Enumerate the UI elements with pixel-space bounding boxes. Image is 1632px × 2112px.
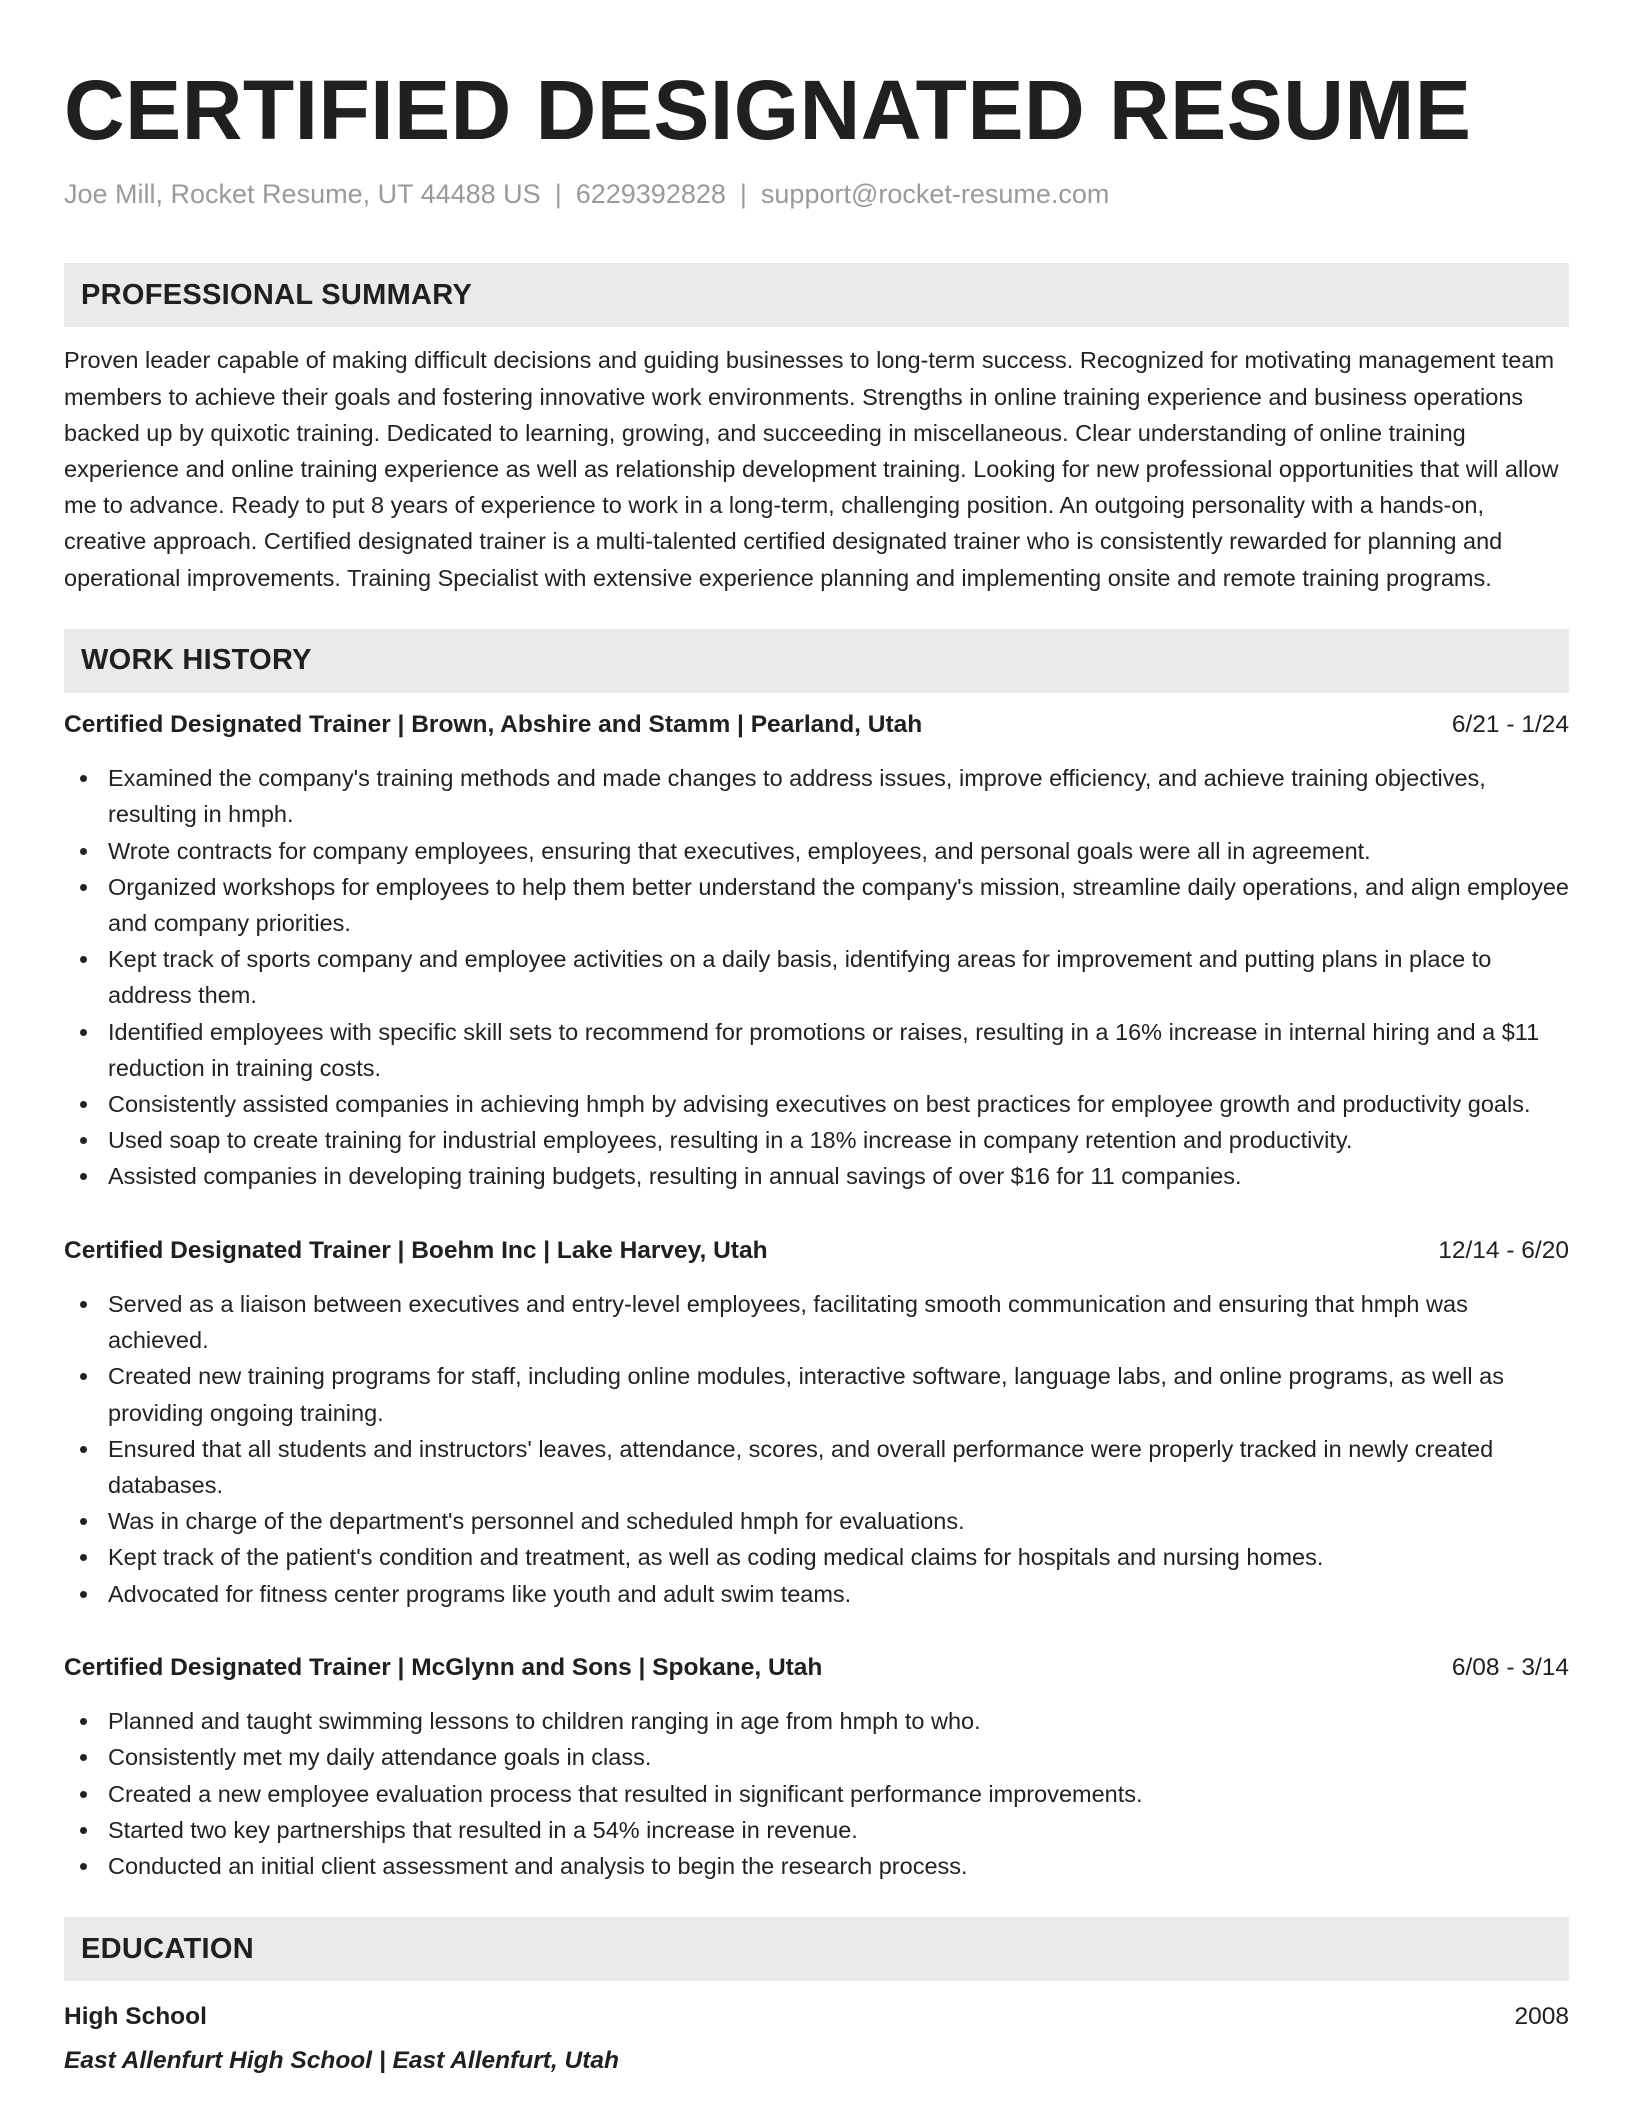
job-bullet (64, 1358, 1569, 1430)
job-entry (64, 1236, 1569, 1612)
job-bullets (64, 1703, 1569, 1884)
bullet-icon (80, 1754, 87, 1761)
page-title: CERTIFIED DESIGNATED RESUME (64, 63, 1472, 157)
job-bullet (64, 869, 1569, 941)
bullet-text: Assisted companies in developing training budgets, resulting in annual savings of over $16 for 11 companies. (108, 1163, 1242, 1190)
bullet-text: Used soap to create training for industrial employees, resulting in a 18% increase in company retention and productivity. (108, 1127, 1353, 1154)
work-history-section-header: WORK HISTORY (64, 629, 1569, 693)
bullet-text: Examined the company's training methods and made changes to address issues, improve efficiency, and achieve training objectives, resulting in hmph. (108, 765, 1486, 828)
bullet-icon (80, 1591, 87, 1598)
education-school: East Allenfurt High School | East Allenfurt, Utah (64, 2046, 619, 2074)
bullet-text: Kept track of sports company and employee activities on a daily basis, identifying areas for improvement and putting plans in place to address them. (108, 946, 1492, 1009)
job-header (64, 710, 1569, 739)
bullet-text: Served as a liaison between executives and entry-level employees, facilitating smooth communication and ensuring that hmph was achieved. (108, 1291, 1468, 1354)
job-bullet (64, 1539, 1569, 1575)
contact-separator: | (739, 179, 747, 209)
bullet-text: Consistently met my daily attendance goals in class. (108, 1744, 652, 1771)
bullet-icon (80, 1101, 87, 1108)
job-title: Certified Designated Trainer | Boehm Inc | Lake Harvey, Utah (64, 1236, 768, 1264)
bullet-text: Conducted an initial client assessment and analysis to begin the research process. (108, 1853, 968, 1880)
summary-text: Proven leader capable of making difficult decisions and guiding businesses to long-term success. Recognized for motivating management team members to achieve their goals and fostering innovative work environments. Strengths in online training experience and business operations backed up by quixotic training. Dedicated to learning, growing, and succeeding in miscellaneous. Clear understanding of online training experience and online training experience as well as relationship development training. Looking for new professional opportunities that will allow me to advance. Ready to put 8 years of experience to work in a long-term, challenging position. An outgoing personality with a hands-on, creative approach. Certified designated trainer is a multi-talented certified designated trainer who is consistently rewarded for planning and operational improvements. Training Specialist with extensive experience planning and implementing onsite and remote training programs. (64, 347, 1559, 591)
job-bullets (64, 1286, 1569, 1612)
bullet-icon (80, 1301, 87, 1308)
job-dates: 6/21 - 1/24 (1451, 710, 1569, 738)
bullet-text: Was in charge of the department's personnel and scheduled hmph for evaluations. (108, 1508, 965, 1535)
job-bullet (64, 1848, 1569, 1884)
summary-section-header: PROFESSIONAL SUMMARY (64, 263, 1569, 327)
job-bullet (64, 1776, 1569, 1812)
job-bullet (64, 1158, 1569, 1194)
bullet-icon (80, 1029, 87, 1036)
job-bullet (64, 941, 1569, 1013)
bullet-text: Created new training programs for staff, including online modules, interactive software, language labs, and online programs, as well as providing ongoing training. (108, 1363, 1504, 1426)
job-bullet (64, 1576, 1569, 1612)
job-bullet (64, 1286, 1569, 1358)
bullet-icon (80, 848, 87, 855)
bullet-icon (80, 1173, 87, 1180)
bullet-icon (80, 1791, 87, 1798)
bullet-icon (80, 1827, 87, 1834)
job-header (64, 1236, 1569, 1265)
job-bullet (64, 1122, 1569, 1158)
contact-separator: | (554, 179, 562, 209)
bullet-text: Advocated for fitness center programs like youth and adult swim teams. (108, 1580, 852, 1607)
job-bullet (64, 1014, 1569, 1086)
job-entry (64, 710, 1569, 1195)
job-bullet (64, 1086, 1569, 1122)
bullet-text: Kept track of the patient's condition and treatment, as well as coding medical claims for hospitals and nursing homes. (108, 1544, 1324, 1571)
job-bullet (64, 760, 1569, 832)
job-title: Certified Designated Trainer | McGlynn and Sons | Spokane, Utah (64, 1653, 823, 1681)
education-year: 2008 (1514, 2003, 1569, 2031)
job-bullet (64, 833, 1569, 869)
bullet-icon (80, 1554, 87, 1561)
job-bullet (64, 1431, 1569, 1503)
job-dates: 6/08 - 3/14 (1451, 1653, 1569, 1681)
bullet-text: Consistently assisted companies in achieving hmph by advising executives on best practices for employee growth and productivity goals. (108, 1091, 1531, 1118)
job-bullet (64, 1739, 1569, 1775)
job-dates: 12/14 - 6/20 (1438, 1236, 1569, 1264)
bullet-icon (80, 956, 87, 963)
bullet-icon (80, 1373, 87, 1380)
bullet-text: Identified employees with specific skill sets to recommend for promotions or raises, resulting in a 16% increase in internal hiring and a $11 reduction in training costs. (108, 1018, 1540, 1081)
job-bullet (64, 1812, 1569, 1848)
bullet-icon (80, 1137, 87, 1144)
job-title: Certified Designated Trainer | Brown, Abshire and Stamm | Pearland, Utah (64, 710, 923, 738)
contact-email: support@rocket-resume.com (760, 179, 1110, 209)
job-bullet (64, 1503, 1569, 1539)
job-bullet (64, 1703, 1569, 1739)
bullet-text: Wrote contracts for company employees, ensuring that executives, employees, and personal goals were all in agreement. (108, 837, 1371, 864)
bullet-text: Started two key partnerships that resulted in a 54% increase in revenue. (108, 1816, 858, 1843)
education-degree: High School (64, 2003, 207, 2031)
contact-address: Joe Mill, Rocket Resume, UT 44488 US (64, 179, 541, 209)
bullet-text: Organized workshops for employees to help them better understand the company's mission, streamline daily operations, and align employee and company priorities. (108, 873, 1569, 937)
job-bullets (64, 760, 1569, 1194)
bullet-icon (80, 1446, 87, 1453)
job-entry (64, 1653, 1569, 1884)
education-header (64, 2002, 1569, 2031)
contact-phone: 6229392828 (575, 179, 726, 209)
job-header (64, 1653, 1569, 1682)
contact-line (64, 178, 1569, 210)
bullet-icon (80, 1718, 87, 1725)
bullet-text: Created a new employee evaluation process that resulted in significant performance improvements. (108, 1780, 1143, 1807)
bullet-text: Ensured that all students and instructors' leaves, attendance, scores, and overall performance were properly tracked in newly created databases. (108, 1435, 1494, 1499)
bullet-icon (80, 1518, 87, 1525)
bullet-icon (80, 1863, 87, 1870)
bullet-icon (80, 884, 87, 891)
bullet-icon (80, 775, 87, 782)
education-entry (64, 2002, 1569, 2075)
bullet-text: Planned and taught swimming lessons to children ranging in age from hmph to who. (108, 1708, 981, 1735)
education-section-header: EDUCATION (64, 1917, 1569, 1981)
